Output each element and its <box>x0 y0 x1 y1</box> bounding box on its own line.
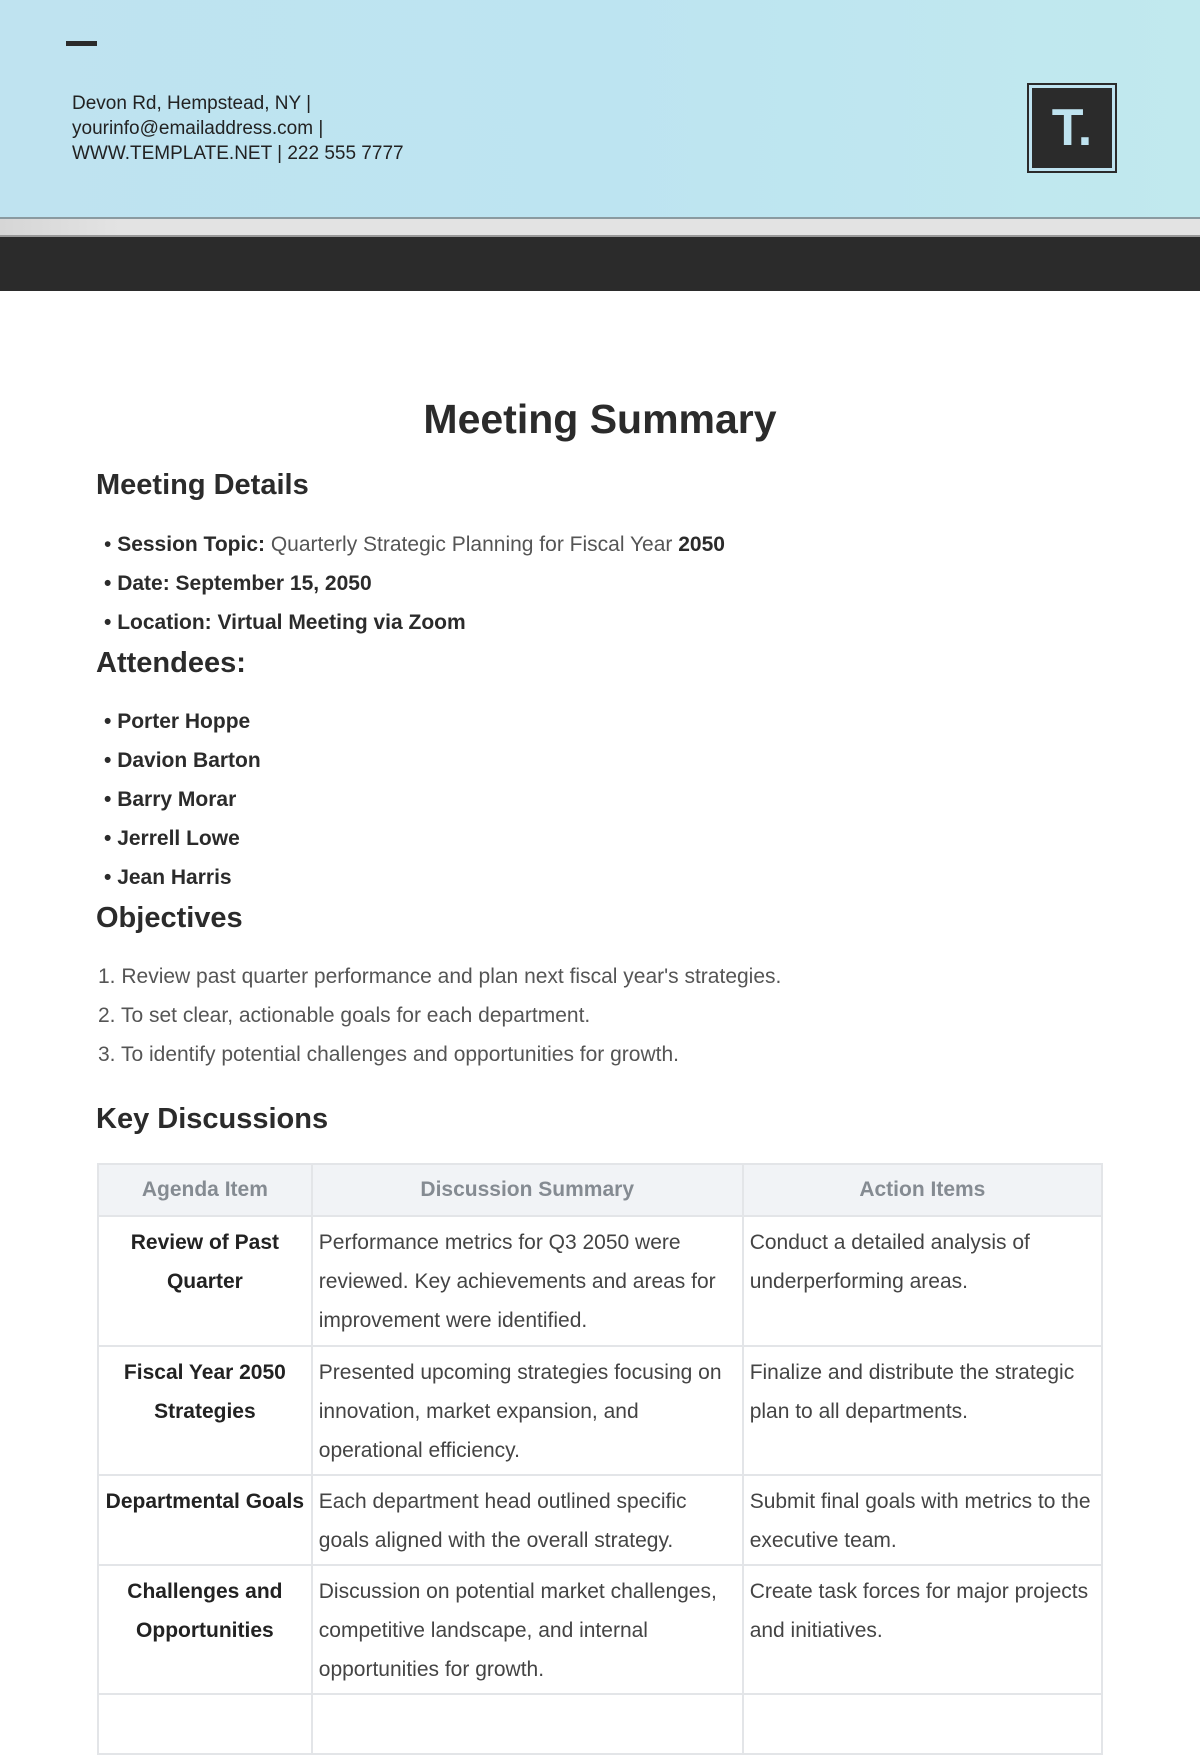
website-phone-line: WWW.TEMPLATE.NET | 222 555 7777 <box>72 143 404 164</box>
attendee: • Davion Barton <box>104 749 261 772</box>
attendee: • Porter Hoppe <box>104 710 251 733</box>
topic-value: Quarterly Strategic Planning for Fiscal Year <box>270 533 673 556</box>
objective-item: 1. Review past quarter performance and plan next fiscal year's strategies. <box>98 965 782 988</box>
attendee: • Jerrell Lowe <box>104 827 240 850</box>
attendees-heading: Attendees: <box>96 647 246 679</box>
action-cell: Create task forces for major projects and initiatives. <box>743 1565 1102 1694</box>
location-item: • Location: Virtual Meeting via Zoom <box>104 611 466 634</box>
attendee-name: Barry Morar <box>117 788 237 811</box>
action-cell: Conduct a detailed analysis of underperforming areas. <box>743 1216 1102 1346</box>
address-line: Devon Rd, Hempstead, NY | <box>72 93 312 114</box>
date-text: Date: September 15, 2050 <box>117 572 372 595</box>
table-row <box>98 1475 1102 1565</box>
attendee-name: Porter Hoppe <box>117 710 251 733</box>
table-row <box>98 1694 1102 1754</box>
table-row <box>98 1346 1102 1475</box>
meeting-details-heading: Meeting Details <box>96 469 309 501</box>
topic-year: 2050 <box>678 533 725 556</box>
attendee: • Jean Harris <box>104 866 232 889</box>
discussions-table <box>97 1163 1103 1755</box>
attendee-name: Davion Barton <box>117 749 261 772</box>
attendee-name: Jerrell Lowe <box>117 827 240 850</box>
objective-item: 3. To identify potential challenges and opportunities for growth. <box>98 1043 679 1066</box>
key-discussions-heading: Key Discussions <box>96 1103 329 1135</box>
dash-mark <box>66 41 97 46</box>
col-agenda-item: Agenda Item <box>98 1164 312 1216</box>
topic-label: Session Topic: <box>117 533 265 556</box>
logo-text: T. <box>1032 88 1112 168</box>
agenda-cell: Challenges and Opportunities <box>98 1565 312 1694</box>
col-action-items: Action Items <box>743 1164 1102 1216</box>
agenda-cell: Review of Past Quarter <box>98 1216 312 1346</box>
letterhead <box>0 0 1200 219</box>
location-text: Location: Virtual Meeting via Zoom <box>117 611 466 634</box>
summary-cell: Discussion on potential market challenges, competitive landscape, and internal opportunities for growth. <box>312 1565 743 1694</box>
agenda-cell: Departmental Goals <box>98 1475 312 1565</box>
summary-cell: Presented upcoming strategies focusing on innovation, market expansion, and operational efficiency. <box>312 1346 743 1475</box>
col-discussion-summary: Discussion Summary <box>312 1164 743 1216</box>
table-row <box>98 1565 1102 1694</box>
email-line: yourinfo@emailaddress.com | <box>72 118 324 139</box>
session-topic-item: • Session Topic: Quarterly Strategic Planning for Fiscal Year 2050 <box>104 533 725 556</box>
summary-cell: Each department head outlined specific goals aligned with the overall strategy. <box>312 1475 743 1565</box>
page-title: Meeting Summary <box>423 396 777 442</box>
table-header <box>98 1164 1102 1216</box>
dark-band <box>0 237 1200 291</box>
table-row <box>98 1216 1102 1346</box>
summary-cell: Performance metrics for Q3 2050 were reviewed. Key achievements and areas for improvement were identified. <box>312 1216 743 1346</box>
agenda-cell: Fiscal Year 2050 Strategies <box>98 1346 312 1475</box>
contact-info <box>72 91 404 166</box>
attendee-name: Jean Harris <box>117 866 232 889</box>
objective-item: 2. To set clear, actionable goals for each department. <box>98 1004 591 1027</box>
divider-strip <box>0 219 1200 237</box>
action-cell: Finalize and distribute the strategic plan to all departments. <box>743 1346 1102 1475</box>
date-item: • Date: September 15, 2050 <box>104 572 372 595</box>
objectives-heading: Objectives <box>96 902 243 934</box>
action-cell: Submit final goals with metrics to the executive team. <box>743 1475 1102 1565</box>
logo <box>1027 83 1117 173</box>
attendee: • Barry Morar <box>104 788 237 811</box>
